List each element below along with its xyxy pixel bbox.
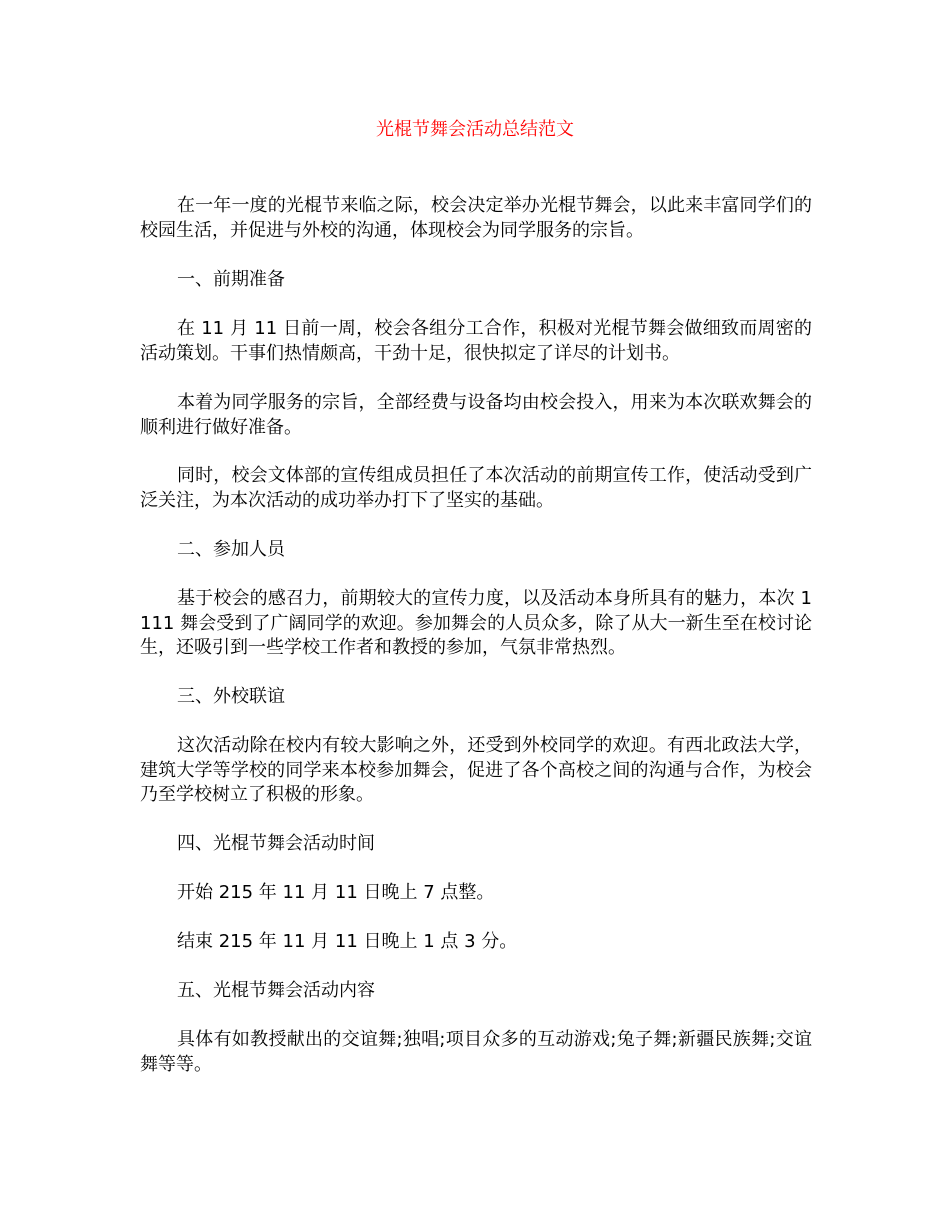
- section-heading-exchange: 三、外校联谊: [177, 686, 285, 707]
- section-heading-preparation: 一、前期准备: [177, 269, 285, 290]
- document-title: 光棍节舞会活动总结范文: [376, 119, 574, 140]
- paragraph-participants: 基于校会的感召力，前期较大的宣传力度，以及活动本身所具有的魅力，本次 1111 舞会受到了广阔同学的欢迎。参加舞会的人员众多，除了从大一新生至在校讨论生，还吸引到一些学校工作者和教授的参加，气氛非常热烈。: [140, 588, 812, 658]
- section-heading-content: 五、光棍节舞会活动内容: [177, 980, 375, 1001]
- paragraph-preparation-3: 同时，校会文体部的宣传组成员担任了本次活动的前期宣传工作，使活动受到广泛关注，为本次活动的成功举办打下了坚实的基础。: [140, 465, 812, 511]
- paragraph-exchange: 这次活动除在校内有较大影响之外，还受到外校同学的欢迎。有西北政法大学，建筑大学等学校的同学来本校参加舞会，促进了各个高校之间的沟通与合作，为校会乃至学校树立了积极的形象。: [140, 735, 812, 805]
- paragraph-content: 具体有如教授献出的交谊舞;独唱;项目众多的互动游戏;兔子舞;新疆民族舞;交谊舞等等。: [140, 1029, 812, 1075]
- paragraph-preparation-2: 本着为同学服务的宗旨，全部经费与设备均由校会投入，用来为本次联欢舞会的顺利进行做好准备。: [140, 392, 812, 438]
- paragraph-end-time: 结束 215 年 11 月 11 日晚上 1 点 3 分。: [177, 931, 518, 952]
- paragraph-start-time: 开始 215 年 11 月 11 日晚上 7 点整。: [177, 882, 495, 903]
- paragraph-preparation-1: 在 11 月 11 日前一周，校会各组分工合作，积极对光棍节舞会做细致而周密的活动策划。干事们热情颇高，干劲十足，很快拟定了详尽的计划书。: [140, 318, 812, 364]
- section-heading-participants: 二、参加人员: [177, 539, 285, 560]
- section-heading-time: 四、光棍节舞会活动时间: [177, 833, 375, 854]
- paragraph-intro: 在一年一度的光棍节来临之际，校会决定举办光棍节舞会，以此来丰富同学们的校园生活，并促进与外校的沟通，体现校会为同学服务的宗旨。: [140, 195, 812, 241]
